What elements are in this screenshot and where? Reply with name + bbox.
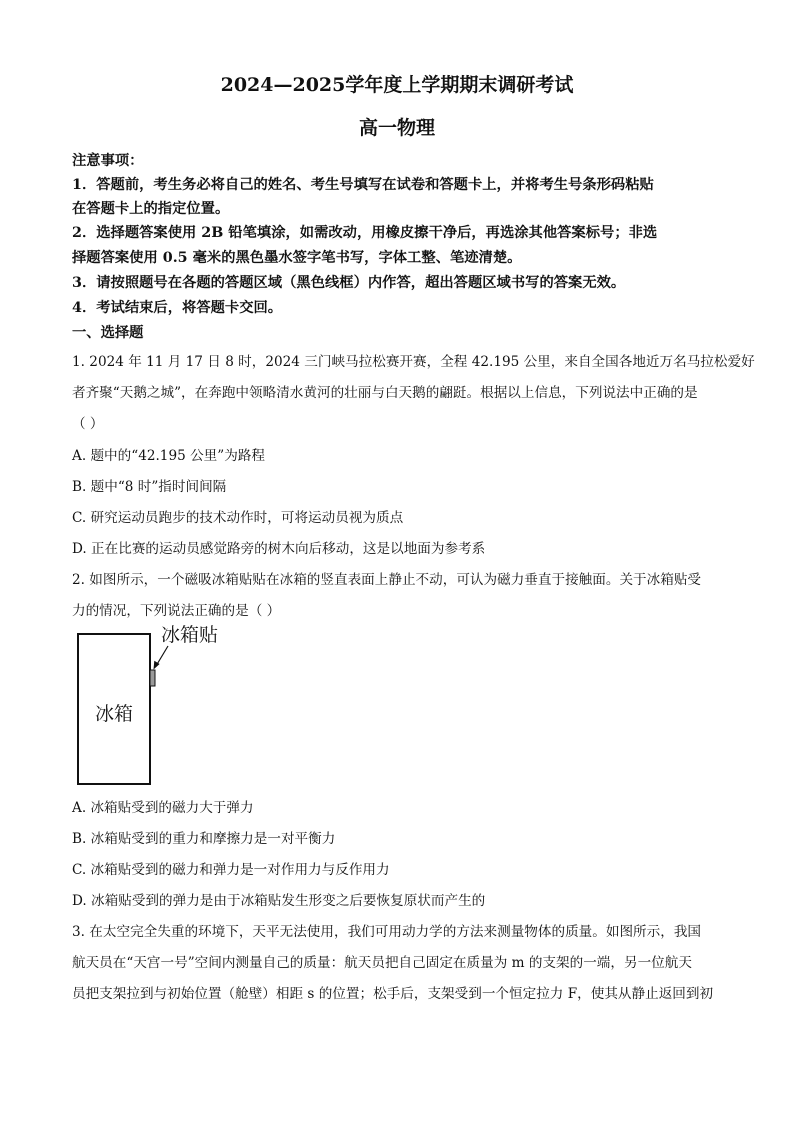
- q1-option-b: B. 题中“8 时”指时间间隔: [72, 479, 227, 495]
- q1-option-c: C. 研究运动员跑步的技术动作时，可将运动员视为质点: [72, 510, 404, 526]
- note-line: 1．答题前，考生务必将自己的姓名、考生号填写在试卷和答题卡上，并将考生号条形码粘贴: [72, 177, 654, 193]
- note-line: 3．请按照题号在各题的答题区域（黑色线框）内作答，超出答题区域书写的答案无效。: [72, 275, 626, 291]
- notes-heading: 注意事项：: [72, 153, 144, 169]
- q2-option-a: A. 冰箱贴受到的磁力大于弹力: [72, 800, 254, 816]
- q2-stem-line: 2. 如图所示，一个磁吸冰箱贴贴在冰箱的竖直表面上静止不动，可认为磁力垂直于接触面。关于冰箱贴受: [72, 572, 702, 588]
- q3-stem-line: 航天员在“天宫一号”空间内测量自己的质量：航天员把自己固定在质量为 m 的支架的一端，另一位航天: [72, 955, 692, 971]
- q2-option-b: B. 冰箱贴受到的重力和摩擦力是一对平衡力: [72, 831, 336, 847]
- q1-option-a: A. 题中的“42.195 公里”为路程: [72, 448, 265, 464]
- q2-option-c: C. 冰箱贴受到的磁力和弹力是一对作用力与反作用力: [72, 862, 390, 878]
- exam-title: 2024—2025学年度上学期期末调研考试: [220, 74, 574, 96]
- q1-stem-line: 1. 2024 年 11 月 17 日 8 时，2024 三门峡马拉松赛开赛，全程 42.195 公里，来自全国各地近万名马拉松爱好: [72, 354, 755, 370]
- q2-stem-line: 力的情况，下列说法正确的是（ ）: [72, 603, 281, 619]
- q1-answer-blank: （ ）: [72, 416, 104, 432]
- magnet-label: 冰箱贴: [161, 625, 219, 646]
- q1-stem-line: 者齐聚“天鹅之城”，在奔跑中领略清水黄河的壮丽与白天鹅的翩跹。根据以上信息，下列说法中正确的是: [72, 385, 698, 401]
- q3-stem-line: 员把支架拉到与初始位置（舱壁）相距 s 的位置；松手后，支架受到一个恒定拉力 F，使其从静止返回到初: [72, 986, 714, 1002]
- note-line: 在答题卡上的指定位置。: [72, 201, 230, 217]
- exam-subtitle: 高一物理: [358, 117, 435, 139]
- q1-option-d: D. 正在比赛的运动员感觉路旁的树木向后移动，这是以地面为参考系: [72, 541, 486, 557]
- fridge-magnet-figure: [72, 620, 232, 790]
- section-heading: 一、选择题: [72, 325, 144, 341]
- fridge-label: 冰箱: [94, 704, 134, 725]
- note-line: 2．选择题答案使用 2B 铅笔填涂，如需改动，用橡皮擦干净后，再选涂其他答案标号；非选: [72, 225, 658, 241]
- note-line: 4．考试结束后，将答题卡交回。: [72, 300, 283, 316]
- note-line: 择题答案使用 0.5 毫米的黑色墨水签字笔书写，字体工整、笔迹清楚。: [72, 250, 522, 266]
- fridge-magnet: [150, 670, 155, 686]
- q2-option-d: D. 冰箱贴受到的弹力是由于冰箱贴发生形变之后要恢复原状而产生的: [72, 893, 486, 909]
- q3-stem-line: 3. 在太空完全失重的环境下，天平无法使用，我们可用动力学的方法来测量物体的质量。如图所示，我国: [72, 924, 702, 940]
